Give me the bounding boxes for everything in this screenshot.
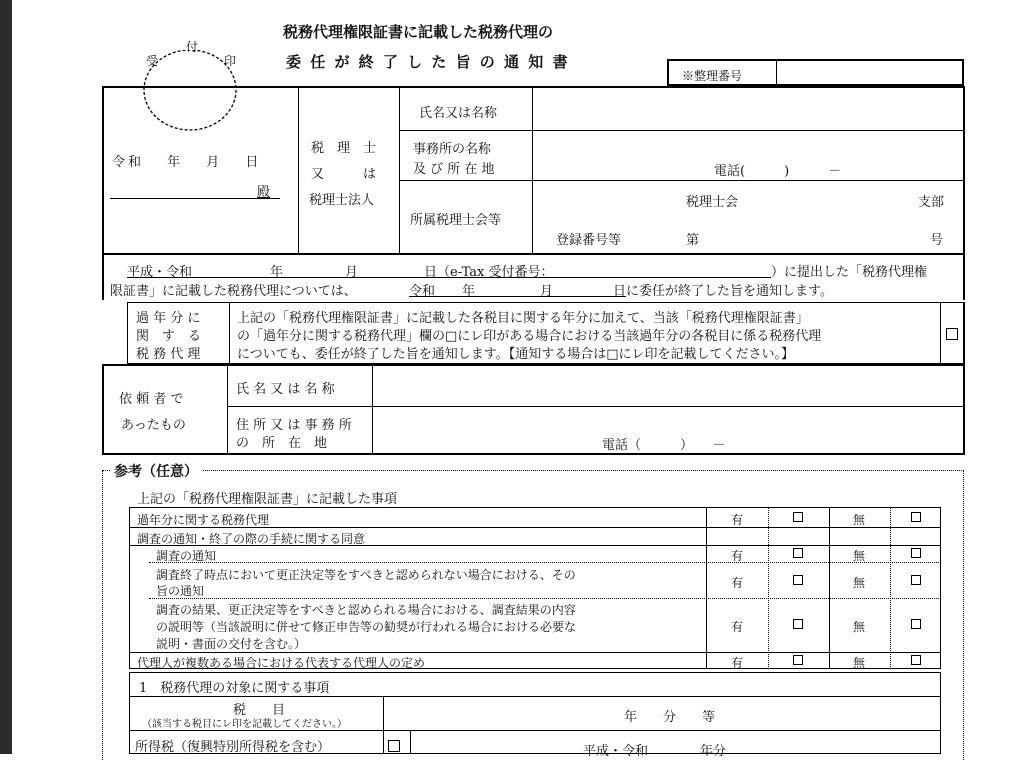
zeirishi-label2: 又 は bbox=[311, 167, 377, 182]
client-addr-label2: の 所 在 地 bbox=[236, 436, 328, 451]
no-label: 無 bbox=[853, 576, 866, 590]
ref-item-result-c: 説明・書面の交付を含む。） bbox=[156, 637, 307, 651]
shibu-label: 支部 bbox=[918, 195, 945, 210]
stamp-uke: 受 bbox=[146, 54, 159, 68]
yes-checkbox[interactable] bbox=[793, 512, 803, 522]
ref-item-result-b: の説明等（当該説明に併せて修正申告等の勧奨が行われる場合における必要な bbox=[156, 620, 577, 634]
name-label: 氏名又は名称 bbox=[419, 106, 498, 121]
kanen-l2: 関 す る bbox=[136, 329, 202, 344]
ref-item-rep: 代理人が複数ある場合における代表する代理人の定め bbox=[137, 656, 426, 670]
zeirishi-label1: 税 理 士 bbox=[311, 141, 377, 156]
client-label1: 依 頼 者 で bbox=[119, 392, 184, 407]
office-label1: 事務所の名称 bbox=[413, 142, 492, 157]
kanen-t2: の「過年分に関する税務代理」欄の□にレ印がある場合における当該過年分の各税目に係る税務代理 bbox=[237, 329, 822, 344]
ref-item-result-a: 調査の結果、更正決定等をすべきと認められる場合における、調査結果の内容 bbox=[156, 603, 576, 617]
income-tax-years[interactable]: 平成・令和 年分 bbox=[583, 744, 727, 759]
client-table bbox=[102, 364, 965, 455]
ref-item-consent: 調査の通知・終了の際の手続に関する同意 bbox=[137, 532, 366, 546]
no-label: 無 bbox=[853, 549, 866, 563]
no-label: 無 bbox=[853, 620, 866, 634]
kanen-t3: についても、委任が終了した旨を通知します。【通知する場合は□にレ印を記載してください。】 bbox=[237, 347, 794, 362]
yes-checkbox[interactable] bbox=[793, 548, 803, 558]
notice-end-day: 日 bbox=[613, 284, 627, 299]
notice-month: 月 bbox=[345, 265, 359, 280]
nenbun-header: 年 分 等 bbox=[624, 710, 716, 725]
yes-checkbox[interactable] bbox=[793, 575, 803, 585]
notice-end-year: 年 bbox=[462, 284, 476, 299]
ref-item-notice: 調査の通知 bbox=[156, 549, 217, 563]
office-phone[interactable]: 電話( ) － bbox=[714, 164, 842, 179]
addressee-date[interactable]: 令和 年 月 日 bbox=[112, 155, 262, 170]
yes-checkbox[interactable] bbox=[793, 619, 803, 629]
no-checkbox[interactable] bbox=[911, 512, 921, 522]
no-label: 無 bbox=[853, 656, 866, 670]
kanen-l1: 過 年 分 に bbox=[136, 311, 201, 326]
no-checkbox[interactable] bbox=[911, 575, 921, 585]
no-checkbox[interactable] bbox=[911, 548, 921, 558]
dai-label: 第 bbox=[686, 233, 700, 248]
client-phone[interactable]: 電話（ ） － bbox=[602, 438, 726, 453]
notice-era: 平成・令和 bbox=[127, 265, 193, 280]
notice-line2: 限証書」に記載した税務代理については、 bbox=[110, 284, 357, 299]
affiliation-label: 所属税理士会等 bbox=[410, 213, 502, 228]
seiri-label: ※整理番号 bbox=[682, 69, 743, 83]
income-tax-checkbox[interactable] bbox=[388, 740, 400, 752]
tax-item-income: 所得税（復興特別所得税を含む） bbox=[135, 740, 331, 755]
go-label: 号 bbox=[930, 233, 944, 248]
office-label2: 及 び 所 在 地 bbox=[413, 162, 495, 177]
kanen-t1: 上記の「税務代理権限証書」に記載した各税目に関する年分に加えて、当該「税務代理権限証書」 bbox=[237, 311, 809, 326]
client-label2: あったもの bbox=[121, 418, 186, 433]
yes-label: 有 bbox=[731, 576, 744, 590]
zeimoku-header: 税 目 bbox=[233, 703, 286, 718]
window-edge bbox=[0, 0, 12, 754]
notice-end-month: 月 bbox=[540, 284, 554, 299]
stamp-tsuke: 付 bbox=[186, 40, 199, 54]
kanen-l3: 税 務 代 理 bbox=[136, 347, 201, 362]
yes-label: 有 bbox=[731, 513, 744, 527]
zeimoku-note: （該当する税目にレ印を記載してください。） bbox=[142, 719, 347, 730]
addressee-dono: 殿 bbox=[257, 185, 271, 200]
zeirishi-label3: 税理士法人 bbox=[309, 193, 375, 208]
reference-title: 参考（任意） bbox=[110, 461, 202, 481]
yes-label: 有 bbox=[731, 549, 744, 563]
ref-item-past: 過年分に関する税務代理 bbox=[137, 513, 270, 527]
yes-label: 有 bbox=[731, 656, 744, 670]
notice-end-text: に委任が終了した旨を通知します。 bbox=[626, 284, 833, 299]
toroku-label: 登録番号等 bbox=[556, 233, 622, 248]
ref-item-end-a: 調査終了時点において更正決定等をすべきと認められない場合における、その bbox=[156, 568, 576, 582]
zeirishikai-label: 税理士会 bbox=[686, 195, 739, 210]
past-years-checkbox[interactable] bbox=[946, 328, 958, 340]
client-name-label: 氏 名 又 は 名 称 bbox=[236, 382, 335, 397]
no-checkbox[interactable] bbox=[911, 655, 921, 665]
ref-item-end-b: 旨の通知 bbox=[156, 584, 205, 598]
reference-intro: 上記の「税務代理権限証書」に記載した事項 bbox=[137, 492, 398, 507]
notice-reiwa: 令和 bbox=[409, 284, 436, 299]
title-line2: 委 任 が 終 了 し た 旨 の 通 知 書 bbox=[286, 53, 570, 71]
title-line1: 税務代理権限証書に記載した税務代理の bbox=[283, 23, 554, 41]
section1-title: 1 税務代理の対象に関する事項 bbox=[139, 681, 330, 696]
yes-label: 有 bbox=[731, 620, 744, 634]
notice-year: 年 bbox=[270, 265, 284, 280]
notice-submitted: ）に提出した「税務代理権 bbox=[771, 265, 928, 280]
yes-checkbox[interactable] bbox=[793, 655, 803, 665]
stamp-in: 印 bbox=[224, 54, 237, 68]
client-addr-label1: 住 所 又 は 事 務 所 bbox=[236, 418, 352, 433]
no-checkbox[interactable] bbox=[911, 619, 921, 629]
no-label: 無 bbox=[853, 513, 866, 527]
notice-etax: 日（e-Tax 受付番号： bbox=[424, 265, 554, 280]
